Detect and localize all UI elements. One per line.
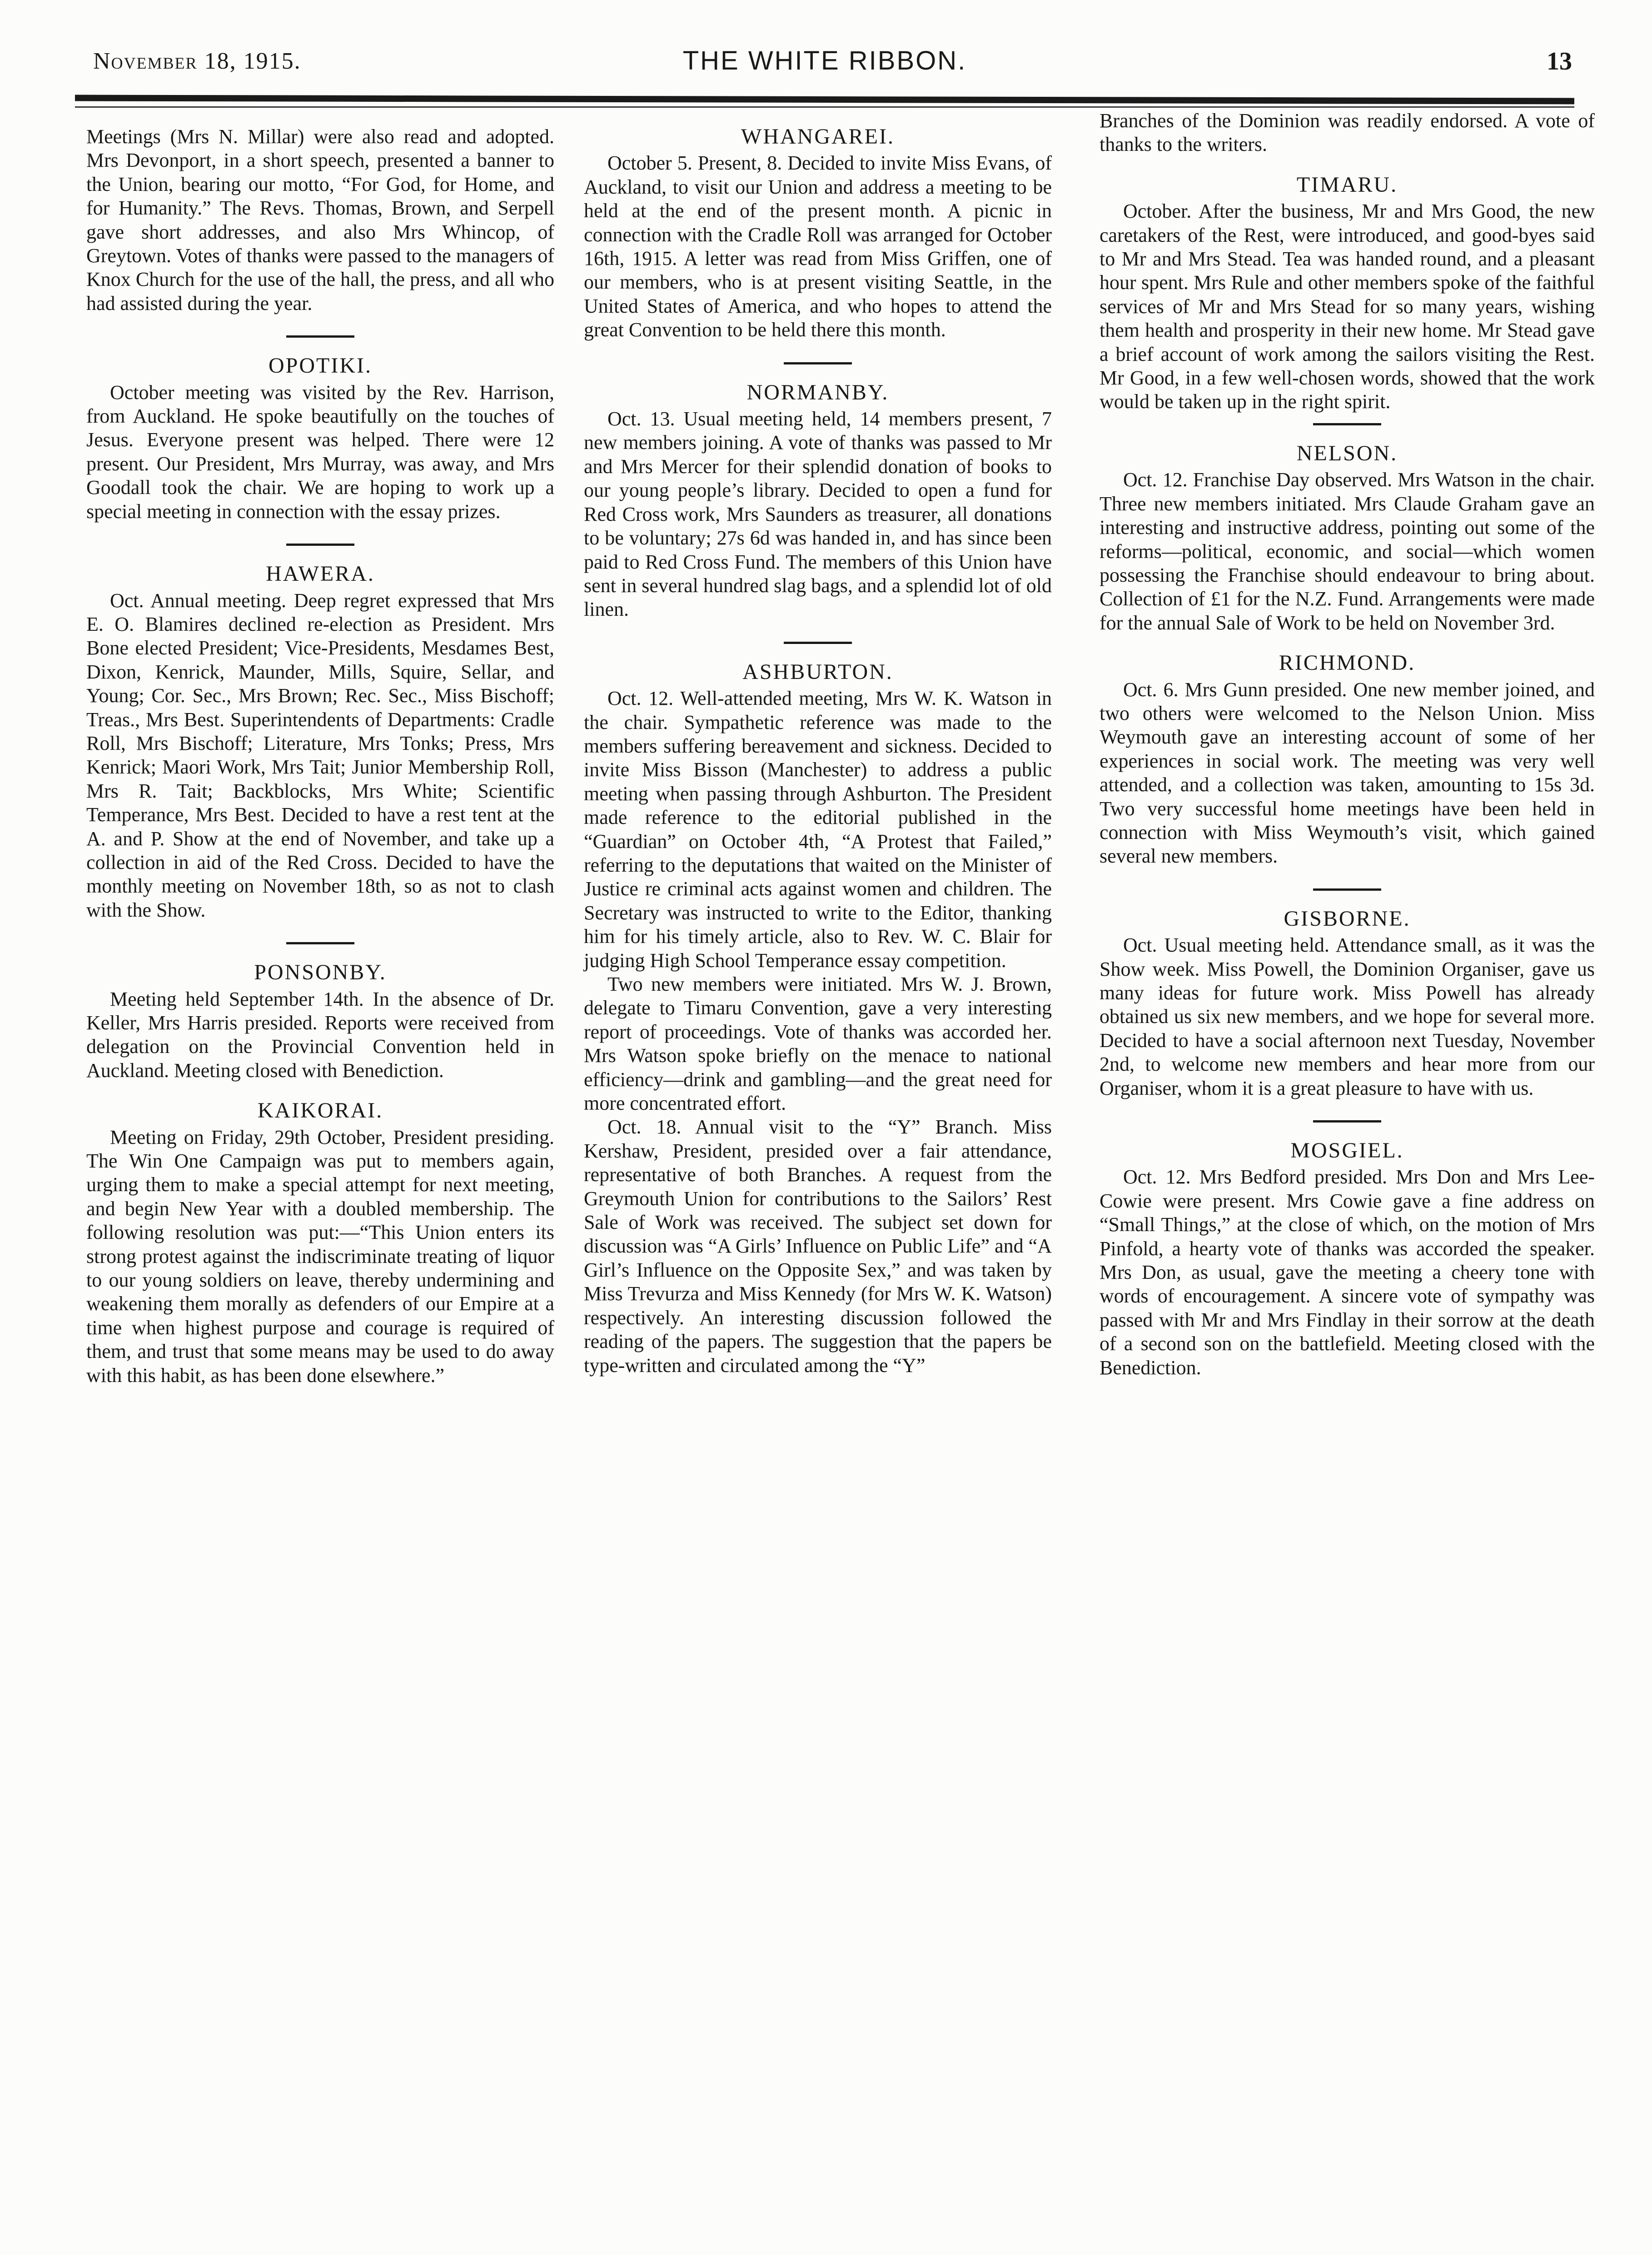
section-paragraph: Oct. 12. Well-attended meeting, Mrs W. K. Watson in the chair. Sympathetic reference was made to the members suffering bereavement and sickness. Decided to invite Miss Bisson (Manchester) to address a public meeting when passing through Ashburton. The President made reference to the editorial published in the “Guardian” on October 4th, “A Protest that Failed,” referring to the deputations that waited on the Minister of Justice re criminal acts against women and children. The Secretary was instructed to write to the Editor, thanking him for his timely article, also to Rev. W. C. Blair for judging High School Temperance essay competition. (584, 687, 1052, 972)
section-paragraph: Oct. 12. Franchise Day observed. Mrs Watson in the chair. Three new members initiated. Mrs Claude Graham gave an interesting and instructive address, pointing out some of the reforms—political, economic, and social—which women possessing the Franchise should endeavour to bring about. Collection of £1 for the N.Z. Fund. Arrangements were made for the annual Sale of Work to be held on November 3rd. (1100, 469, 1595, 634)
column-3 (1100, 109, 1595, 1380)
section-paragraph: Meetings (Mrs N. Millar) were also read and adopted. Mrs Devonport, in a short speech, presented a banner to the Union, bearing our motto, “For God, for Home, and for Humanity.” The Revs. Thomas, Brown, and Serpell gave short addresses, and also Mrs Whincop, of Greytown. Votes of thanks were passed to the managers of Knox Church for the use of the hall, the press, and all who had assisted during the year. (86, 125, 554, 314)
section-heading: TIMARU. (1296, 172, 1398, 197)
section-paragraph: Oct. Annual meeting. Deep regret expressed that Mrs E. O. Blamires declined re-election as President. Mrs Bone elected President; Vice-Presidents, Mesdames Best, Dixon, Kenrick, Maunder, Mills, Squire, Sellar, and Young; Cor. Sec., Mrs Brown; Rec. Sec., Miss Bischoff; Treas., Mrs Best. Superintendents of Departments: Cradle Roll, Mrs Bischoff; Literature, Mrs Tonks; Press, Mrs Kenrick; Maori Work, Mrs Tait; Junior Membership Roll, Mrs R. Tait; Backblocks, Mrs White; Scientific Temperance, Mrs Best. Decided to have a rest tent at the A. and P. Show at the end of November, and take up a collection in aid of the Red Cross. Decided to have the monthly meeting on November 18th, so as not to clash with the Show. (86, 589, 554, 921)
section-divider (1313, 1120, 1381, 1123)
section-heading: NELSON. (1296, 441, 1398, 465)
section-heading: GISBORNE. (1284, 906, 1411, 931)
section-divider (286, 942, 354, 944)
section-paragraph: October. After the business, Mr and Mrs Good, the new caretakers of the Rest, were introduced, and good-byes said to Mr and Mrs Stead. Tea was handed round, and a pleasant hour spent. Mrs Rule and other members spoke of the faithful services of Mr and Mrs Stead for so many years, wishing them health and prosperity in their new home. Mr Stead gave a brief account of work among the sailors visiting the Rest. Mr Good, in a few well-chosen words, showed that the work would be taken up in the right spirit. (1100, 200, 1595, 413)
section-divider (286, 335, 354, 338)
section-paragraph: Oct. Usual meeting held. Attendance small, as it was the Show week. Miss Powell, the Dominion Organiser, gave us many ideas for future work. Miss Powell has already obtained us six new members, and we hope for several more. Decided to have a social afternoon next Tuesday, November 2nd, to welcome new members and hear more from our Organiser, whom it is a great pleasure to have with us. (1100, 934, 1595, 1099)
publication-title: THE WHITE RIBBON. (682, 46, 967, 75)
section-heading: WHANGAREI. (741, 125, 895, 149)
section-divider (1313, 423, 1381, 425)
section-paragraph: Oct. 13. Usual meeting held, 14 members present, 7 new members joining. A vote of thanks was passed to Mr and Mrs Mercer for their splendid donation of books to our young people’s library. Decided to open a fund for Red Cross work, Mrs Saunders as treasurer, all donations to be voluntary; 27s 6d was handed in, and has since been paid to Red Cross Fund. The members of this Union have sent in several hundred slag bags, and a splendid lot of old linen. (584, 408, 1052, 621)
section-heading: KAIKORAI. (257, 1098, 383, 1123)
section-divider (784, 362, 852, 364)
section-paragraph: Meeting on Friday, 29th October, President presiding. The Win One Campaign was put to members again, urging them to make a special attempt for next meeting, and begin New Year with a doubled membership. The following resolution was put:—“This Union enters its strong protest against the indiscriminate treating of liquor to our young soldiers on leave, thereby undermining and weakening them morally as defenders of our Empire at a time when highest purpose and courage is required of them, and trust that some means may be used to do away with this habit, as has been done elsewhere.” (86, 1126, 554, 1387)
section-divider (1313, 888, 1381, 891)
section-paragraph: October meeting was visited by the Rev. Harrison, from Auckland. He spoke beautifully on the touches of Jesus. Everyone present was helped. There were 12 present. Our President, Mrs Murray, was away, and Mrs Goodall took the chair. We are hoping to work up a special meeting in connection with the essay prizes. (86, 381, 554, 523)
section-heading: NORMANBY. (746, 380, 889, 404)
section-heading: MOSGIEL. (1290, 1138, 1404, 1163)
section-divider (784, 642, 852, 644)
page-number: 13 (1547, 47, 1572, 75)
masthead (68, 43, 1581, 89)
issue-date: November 18, 1915. (93, 48, 301, 74)
header-rule-thin (75, 106, 1574, 108)
column-2 (584, 125, 1052, 1377)
section-heading: RICHMOND. (1279, 651, 1416, 675)
section-paragraph: Oct. 6. Mrs Gunn presided. One new member joined, and two others were welcomed to the Nelson Union. Miss Weymouth gave an interesting account of some of her experiences in social work. The meeting was very well attended, and a collection was taken, amounting to 15s 3d. Two very successful home meetings have been held in connection with Miss Weymouth’s visit, which gained several new members. (1100, 678, 1595, 868)
section-paragraph: Branches of the Dominion was readily endorsed. A vote of thanks to the writers. (1100, 110, 1595, 156)
section-heading: OPOTIKI. (269, 354, 372, 378)
section-paragraph: Meeting held September 14th. In the absence of Dr. Keller, Mrs Harris presided. Reports were received from delegation on the Provincial Convention held in Auckland. Meeting closed with Benediction. (86, 988, 554, 1082)
section-paragraph: Oct. 12. Mrs Bedford presided. Mrs Don and Mrs Lee-Cowie were present. Mrs Cowie gave a fine address on “Small Things,” at the close of which, on the motion of Mrs Pinfold, a hearty vote of thanks was accorded the speaker. Mrs Don, as usual, gave the meeting a cheery tone with words of encouragement. A sincere vote of sympathy was passed with Mr and Mrs Findlay in their sorrow at the death of a second son on the battlefield. Meeting closed with the Benediction. (1100, 1166, 1595, 1379)
section-paragraph: Two new members were initiated. Mrs W. J. Brown, delegate to Timaru Convention, gave a very interesting report of proceedings. Vote of thanks was accorded her. Mrs Watson spoke briefly on the menace to national efficiency—drink and gambling—and the great need for more concentrated effort. (584, 973, 1052, 1115)
section-heading: HAWERA. (266, 562, 375, 586)
section-paragraph: Oct. 18. Annual visit to the “Y” Branch. Miss Kershaw, President, presided over a fair attendance, representative of both Branches. A request from the Greymouth Union for contributions to the Sailors’ Rest Sale of Work was received. The subject set down for discussion was “A Girls’ Influence on Public Life” and “A Girl’s Influence on the Opposite Sex,” and was taken by Miss Trevurza and Miss Kennedy (for Mrs W. K. Watson) respectively. An interesting discussion followed the reading of the papers. The suggestion that the papers be type-written and circulated among the “Y” (584, 1116, 1052, 1377)
column-1 (86, 125, 554, 1387)
section-divider (286, 544, 354, 546)
header-rule-thick (75, 95, 1574, 105)
section-heading: PONSONBY. (254, 960, 387, 985)
section-paragraph: October 5. Present, 8. Decided to invite Miss Evans, of Auckland, to visit our Union and address a meeting to be held at the end of the present month. A picnic in connection with the Cradle Roll was arranged for October 16th, 1915. A letter was read from Miss Griffen, one of our members, who is at present visiting Seattle, in the United States of America, and who hopes to attend the great Convention to be held there this month. (584, 152, 1052, 341)
section-heading: ASHBURTON. (742, 659, 893, 684)
